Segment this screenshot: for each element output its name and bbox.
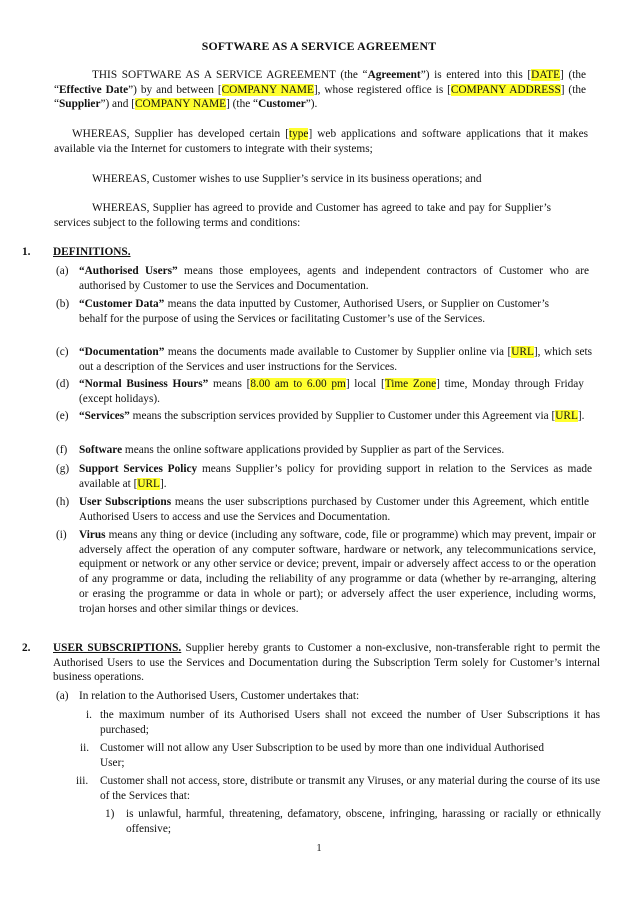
document-title: SOFTWARE AS A SERVICE AGREEMENT: [201, 39, 437, 53]
defined-term: Virus: [79, 529, 106, 541]
definition-item: (e) “Services” means the subscription services provided by Supplier to Customer under this Agreement via [URL].: [56, 410, 585, 422]
placeholder-company-name: COMPANY NAME: [134, 98, 227, 111]
defined-term-agreement: Agreement: [367, 69, 421, 81]
intro-paragraph: THIS SOFTWARE AS A SERVICE AGREEMENT (the “Agreement”) is entered into this [DATE] (the “Effective Date”) by and between [COMPANY NAME], whose registered office is [COMPANY ADDRESS] (the “Supplier”) and [COMPANY NAME] (the “Customer”).: [54, 69, 587, 111]
section-number: 2.: [22, 642, 31, 654]
defined-term-customer: Customer: [258, 98, 306, 111]
list-item: iii. Customer shall not access, store, distribute or transmit any Viruses, or any material during the course of its use of the Services that:: [76, 775, 600, 802]
placeholder-company-name: COMPANY NAME: [221, 83, 314, 96]
definition-item: (f) Software means the online software applications provided by Supplier as part of the Services.: [56, 444, 505, 456]
placeholder-url: URL: [555, 410, 578, 422]
definition-item: (a) “Authorised Users” means those employees, agents and independent contractors of Customer who are authorised by Customer to use the Services and Documentation.: [56, 265, 589, 292]
whereas-paragraph-3: WHEREAS, Supplier has agreed to provide and Customer has agreed to take and pay for Supplier’s services subject to the following terms and conditions:: [54, 202, 551, 229]
section-number: 1.: [22, 246, 31, 258]
list-item: ii. Customer will not allow any User Subscription to be used by more than one individual Authorised User;: [80, 742, 544, 769]
defined-term: Software: [79, 444, 123, 456]
defined-term: “Customer Data”: [79, 298, 165, 310]
defined-term: “Normal Business Hours”: [79, 378, 209, 390]
section-2: 2. USER SUBSCRIPTIONS. Supplier hereby grants to Customer a non-exclusive, non-transferable right to permit the Authorised Users to use the Services and Documentation during the Subscription Term solely for Customer’s internal business operations.: [22, 642, 600, 684]
defined-term: Support Services Policy: [79, 463, 198, 475]
defined-term: User Subscriptions: [79, 496, 172, 508]
definition-item: (g) Support Services Policy means Supplier’s policy for providing support in relation to the Services as made available at [URL].: [56, 463, 592, 490]
placeholder-company-address: COMPANY ADDRESS: [450, 83, 561, 96]
placeholder-time-zone: Time Zone: [384, 378, 437, 390]
definition-item: (b) “Customer Data” means the data inputted by Customer, Authorised Users, or Supplier on Customer’s behalf for the purpose of using the Services or facilitating Customer’s use of the Services.: [56, 298, 549, 325]
definition-item: (h) User Subscriptions means the user subscriptions purchased by Customer under this Agreement, which entitle Authorised Users to access and use the Services and Documentation.: [56, 496, 589, 523]
whereas-paragraph-2: WHEREAS, Customer wishes to use Supplier’s service in its business operations; and: [92, 173, 482, 185]
page-number: 1: [316, 843, 322, 854]
definition-item: (c) “Documentation” means the documents made available to Customer by Supplier online via [URL], which sets out a description of the Services and user instructions for the Services.: [56, 346, 592, 373]
definition-item: (d) “Normal Business Hours” means [8.00 am to 6.00 pm] local [Time Zone] time, Monday through Friday (except holidays).: [56, 378, 584, 405]
list-item: (a) In relation to the Authorised Users, Customer undertakes that:: [56, 690, 360, 702]
defined-term: “Documentation”: [79, 346, 165, 358]
defined-term: “Services”: [79, 410, 130, 422]
definition-item: (i) Virus means any thing or device (including any software, code, file or programme) which may prevent, impair or adversely affect the operation of any computer software, hardware or network, any telecommunications service, equipment or network or any other service or device; prevent, impair or adversely affect access to or the operation of any programme or data, including the reliability of any programme or data (whether by re-arranging, altering or erasing the programme or data in whole or part); or adversely affect the user experience, including worms, trojan horses and other similar things or devices.: [56, 529, 596, 615]
list-item: 1) is unlawful, harmful, threatening, defamatory, obscene, infringing, harassing or racially or ethnically offensive;: [105, 808, 601, 835]
section-title: DEFINITIONS.: [53, 246, 131, 258]
placeholder-url: URL: [511, 346, 534, 358]
placeholder-url: URL: [137, 477, 160, 490]
placeholder-type: type: [289, 128, 309, 140]
defined-term-effective-date: Effective Date: [59, 83, 129, 96]
defined-term: “Authorised Users”: [79, 265, 178, 277]
section-title: USER SUBSCRIPTIONS.: [53, 642, 182, 654]
placeholder-date: DATE: [531, 69, 561, 81]
list-item: i. the maximum number of its Authorised Users shall not exceed the number of User Subscriptions it has purchased;: [86, 709, 600, 736]
placeholder-hours: 8.00 am to 6.00 pm: [250, 378, 346, 390]
defined-term-supplier: Supplier: [59, 98, 101, 111]
whereas-paragraph-1: WHEREAS, Supplier has developed certain [type] web applications and software applications that it makes available via the Internet for customers to integrate with their systems;: [54, 128, 588, 155]
